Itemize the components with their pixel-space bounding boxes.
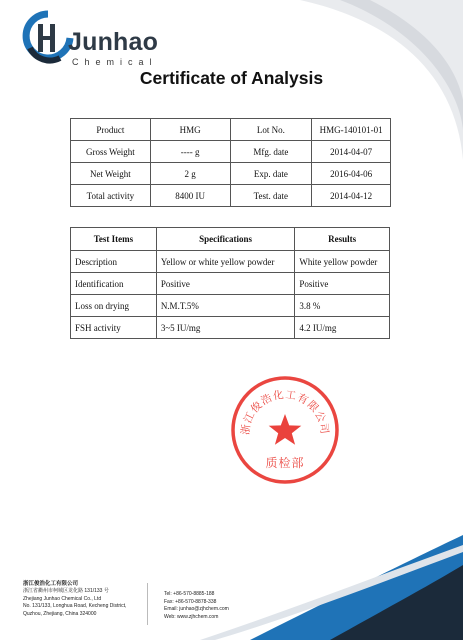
seal-ring-text: 浙江俊浩化工有限公司 [239, 388, 331, 436]
result-cell: 4.2 IU/mg [295, 317, 390, 339]
field-value: HMG-140101-01 [312, 119, 391, 141]
field-value: ---- g [150, 141, 230, 163]
field-label: Exp. date [230, 163, 312, 185]
footer-address-cn: 浙江省衢州市柯城区龙化路 131/133 号 [23, 588, 109, 595]
table-row [71, 317, 390, 339]
footer-address-en-line1: No. 131/133, Longhua Road, Kecheng District, [23, 603, 127, 610]
table-row [71, 251, 390, 273]
field-label: Product [71, 119, 151, 141]
footer-company-address [23, 581, 126, 618]
table-row [71, 141, 391, 163]
specification-cell: Yellow or white yellow powder [156, 251, 295, 273]
table-header-row [71, 228, 390, 251]
footer-contact [164, 591, 229, 621]
footer-fax: Fax: +86-570-8878-338 [164, 598, 217, 605]
field-value: 8400 IU [150, 185, 230, 207]
company-logo [20, 8, 160, 68]
test-item-cell: Loss on drying [71, 295, 157, 317]
footer-email: Email: junhao@zjhchem.com [164, 606, 229, 613]
field-label: Lot No. [230, 119, 312, 141]
table-row [71, 295, 390, 317]
test-results-table [70, 227, 390, 339]
test-item-cell: Identification [71, 273, 157, 295]
field-value: 2014-04-07 [312, 141, 391, 163]
footer-company-name-cn: 浙江俊浩化工有限公司 [23, 581, 79, 587]
table-row [71, 273, 390, 295]
field-value: HMG [150, 119, 230, 141]
product-info-table [70, 118, 391, 207]
specification-cell: 3~5 IU/mg [156, 317, 295, 339]
footer-divider [147, 583, 148, 625]
table-row [71, 163, 391, 185]
result-cell: 3.8 % [295, 295, 390, 317]
document-title: Certificate of Analysis [139, 68, 324, 88]
field-value: 2014-04-12 [312, 185, 391, 207]
logo-name: Junhao [68, 28, 159, 56]
header-results: Results [295, 228, 390, 251]
logo-subtitle: Chemical [72, 57, 158, 67]
test-item-cell: FSH activity [71, 317, 157, 339]
footer-company-name-en: Zhejiang Junhao Chemical Co., Ltd [23, 595, 102, 602]
test-item-cell: Description [71, 251, 157, 273]
field-value: 2016-04-06 [312, 163, 391, 185]
field-label: Total activity [71, 185, 151, 207]
result-cell: White yellow powder [295, 251, 390, 273]
company-seal-stamp [229, 374, 341, 486]
star-icon [269, 414, 302, 445]
header-test-items: Test Items [71, 228, 157, 251]
specification-cell: N.M.T.5% [156, 295, 295, 317]
field-value: 2 g [150, 163, 230, 185]
field-label: Mfg. date [230, 141, 312, 163]
result-cell: Positive [295, 273, 390, 295]
field-label: Net Weight [71, 163, 151, 185]
footer-tel: Tel: +86-570-8885-188 [164, 591, 215, 597]
header-specifications: Specifications [156, 228, 295, 251]
field-label: Test. date [230, 185, 312, 207]
seal-center-text: 质检部 [265, 456, 305, 470]
table-row [71, 185, 391, 207]
field-label: Gross Weight [71, 141, 151, 163]
footer-web: Web: www.zjhchem.com [164, 613, 219, 620]
footer-address-en-line2: Quzhou, Zhejiang, China 324000 [23, 610, 97, 617]
specification-cell: Positive [156, 273, 295, 295]
table-row [71, 119, 391, 141]
